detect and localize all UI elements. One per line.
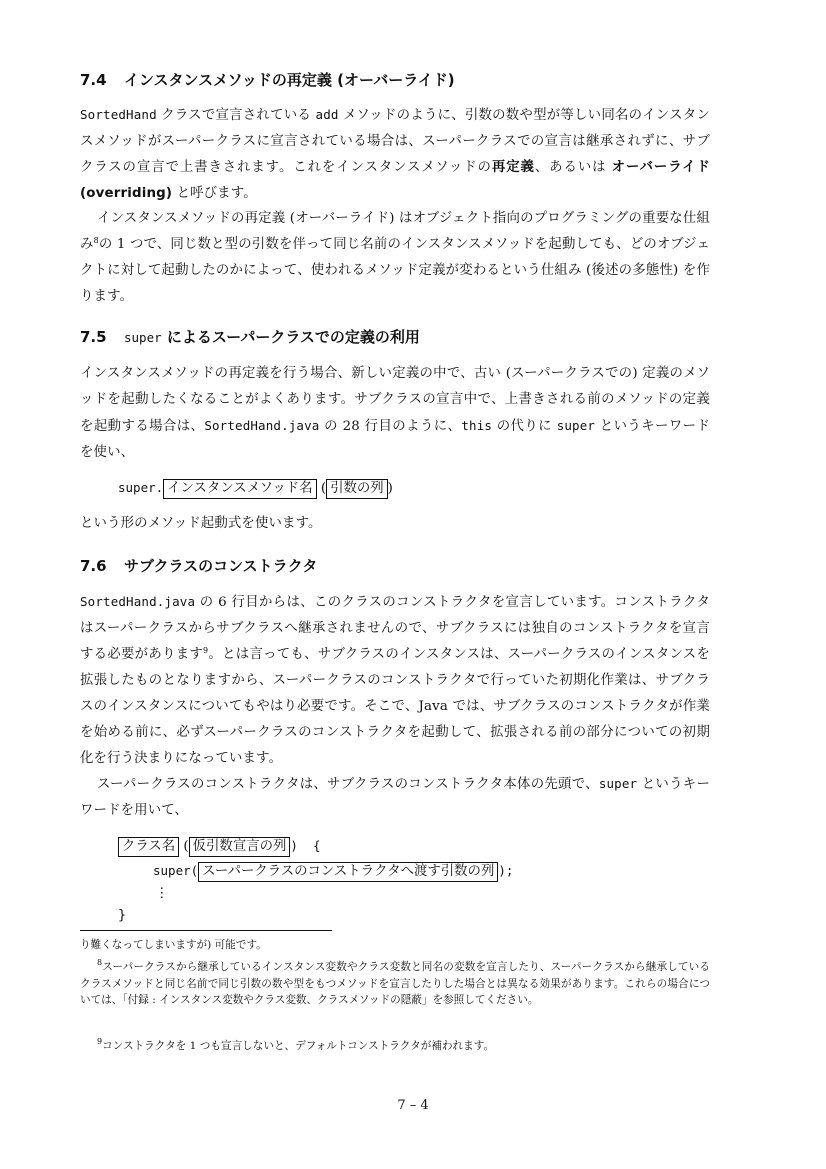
constructor-syntax-line-1 bbox=[118, 836, 321, 857]
footnote-mark-8: 8 bbox=[97, 958, 103, 967]
bold-term-overriding: オーバーライド (overriding) bbox=[80, 160, 711, 201]
sec75-paragraph-1 bbox=[80, 361, 710, 466]
sec76-paragraph-1 bbox=[80, 589, 710, 772]
syntax-box-args: 引数の列 bbox=[326, 479, 388, 499]
text: の 1 つで、同じ数と型の引数を伴って同じ名前のインスタンスメソッドを起動しても、どのオブジェクトに対して起動したのかによって、使われるメソッド定義が変わるという仕組み (後述の多態性) を作ります。 bbox=[80, 237, 710, 304]
text: インスタンスメソッドの再定義 (オーバーライド) はオブジェクト指向のプログラミングの重要な仕組み bbox=[80, 211, 710, 252]
code-super-call: super( bbox=[153, 863, 199, 878]
text: の代りに bbox=[492, 419, 557, 434]
footnote-8 bbox=[80, 959, 710, 1009]
text: の 28 行目のように、 bbox=[319, 419, 462, 434]
code-sortedhand: SortedHand bbox=[80, 107, 157, 122]
footnote-text: コンストラクタを 1 つも宣言しないと、デフォルトコンストラクタが補われます。 bbox=[102, 1040, 495, 1052]
text: スーパークラスのコンストラクタは、サブクラスのコンストラクタ本体の先頭で、 bbox=[97, 777, 599, 792]
sec75-paragraph-2: という形のメソッド起動式を使います。 bbox=[80, 516, 322, 531]
section-number: 7.5 bbox=[80, 328, 107, 346]
sec74-paragraph-2 bbox=[80, 206, 710, 310]
footnote-ref-8: 8 bbox=[93, 236, 99, 245]
text: というキーワードを用いて、 bbox=[80, 777, 710, 818]
text: の 6 行目からは、このクラスのコンストラクタを宣言しています。コンストラクタはスーパークラスからサブクラスへ継承されませんので、サブクラスには独自のコンストラクタを宣言する必要があります bbox=[80, 595, 710, 662]
syntax-box-class-name: クラス名 bbox=[118, 837, 179, 857]
section-title: サブクラスのコンストラクタ bbox=[124, 557, 318, 575]
footnote-continuation: り難くなってしまいますが) 可能です。 bbox=[80, 939, 267, 951]
footnote-rule bbox=[80, 930, 332, 931]
section-number: 7.4 bbox=[80, 71, 107, 89]
section-title-code: super bbox=[124, 330, 162, 345]
text: ); bbox=[498, 863, 514, 878]
constructor-syntax-close-brace: } bbox=[118, 908, 127, 923]
section-7-6-heading bbox=[80, 555, 317, 576]
code-super: super bbox=[598, 776, 638, 791]
section-7-4-heading bbox=[80, 69, 455, 90]
syntax-box-super-args: スーパークラスのコンストラクタへ渡す引数の列 bbox=[198, 862, 498, 882]
section-title: インスタンスメソッドの再定義 (オーバーライド) bbox=[124, 71, 455, 89]
code-sortedhand-java: SortedHand.java bbox=[80, 594, 196, 609]
code-super: super bbox=[556, 418, 596, 433]
footnote-9 bbox=[80, 1038, 710, 1055]
text: ( bbox=[179, 839, 189, 854]
text: ) bbox=[387, 481, 393, 496]
super-method-syntax bbox=[118, 478, 393, 499]
text: と呼びます。 bbox=[172, 186, 257, 201]
section-title: によるスーパークラスでの定義の利用 bbox=[161, 328, 420, 346]
footnote-text: スーパークラスから継承しているインスタンス変数やクラス変数と同名の変数を宣言したり、スーパークラスから継承しているクラスメソッドと同じ名前で同じ引数の数や型をもつメソッドを宣言したりした場合とは異なる効果があります。これらの場合については、「付録 : インスタンス変数やクラス変数、クラスメソッドの隠蔽」を参照してください。 bbox=[80, 961, 710, 1006]
text: ( bbox=[316, 481, 327, 496]
code-add: add bbox=[315, 107, 339, 122]
bold-term-redefinition: 再定義 bbox=[491, 160, 535, 175]
footnote-mark-9: 9 bbox=[97, 1037, 103, 1046]
section-number: 7.6 bbox=[80, 557, 107, 575]
sec76-paragraph-2 bbox=[80, 771, 710, 824]
text: インスタンスメソッドの再定義を行う場合、新しい定義の中で、古い (スーパークラスでの) 定義のメソッドを起動したくなることがよくあります。サブクラスの宣言中で、上書きされる前のメソッドの定義を起動する場合は、 bbox=[80, 366, 710, 434]
constructor-syntax-ellipsis: ⋮ bbox=[155, 886, 169, 901]
text: メソッドのように、引数の数や型が等しい同名のインスタンスメソッドがスーパークラスに宣言されている場合は、スーパークラスでの宣言は継承されずに、サブクラスの宣言で上書きされます。これをインスタンスメソッドの bbox=[80, 108, 711, 175]
text: というキーワードを使い、 bbox=[80, 419, 710, 460]
syntax-prefix: super. bbox=[118, 480, 164, 495]
text: クラスで宣言されている bbox=[156, 108, 316, 123]
page-number: 7 – 4 bbox=[397, 1098, 429, 1113]
footnote-ref-9: 9 bbox=[203, 646, 209, 655]
syntax-box-params: 仮引数宣言の列 bbox=[189, 837, 291, 857]
constructor-syntax-line-2 bbox=[153, 861, 513, 882]
text: 、あるいは bbox=[534, 160, 612, 175]
code-sortedhand-java: SortedHand.java bbox=[204, 418, 320, 433]
text: 。とは言っても、サブクラスのインスタンスは、スーパークラスのインスタンスを拡張したものとなりますから、スーパークラスのコンストラクタで行っていた初期化作業は、サブクラスのインスタンスについてもやはり必要です。そこで、Java では、サブクラスのコンストラクタが作業を始める前に、必ずスーパークラスのコンストラクタを起動して、拡張される前の部分についての初期化を行う決まりになっています。 bbox=[80, 647, 710, 766]
code-this: this bbox=[461, 418, 493, 433]
text: ) { bbox=[290, 838, 321, 853]
section-7-5-heading bbox=[80, 326, 420, 347]
syntax-box-method-name: インスタンスメソッド名 bbox=[163, 479, 316, 499]
sec74-paragraph-1 bbox=[80, 102, 710, 207]
